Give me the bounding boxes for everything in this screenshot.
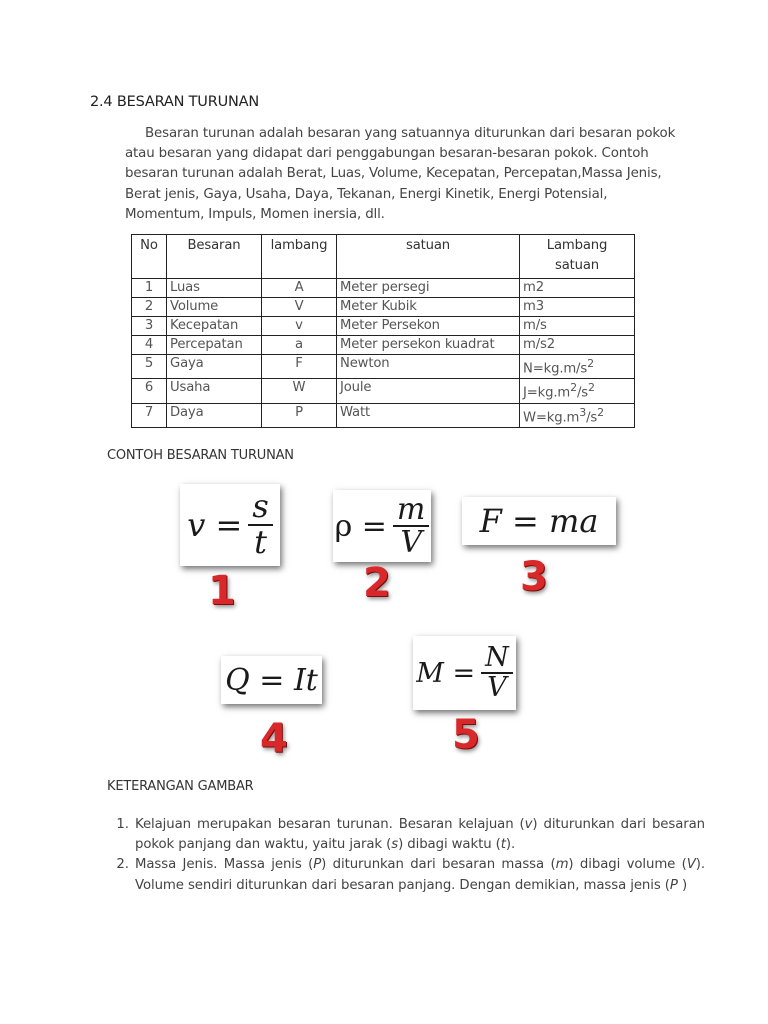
intro-text: Besaran turunan adalah besaran yang satuannya diturunkan dari besaran pokok atau besaran yang didapat dari penggabungan besaran-besaran pokok. Contoh besaran turunan adalah Berat, Luas, Volume, Kecepatan, Percepatan,Massa Jenis, Berat jenis, Gaya, Usaha, Daya, Tekanan, Energi Kinetik, Energi Potensial, Momentum, Impuls, Momen inersia, dll. — [125, 126, 676, 222]
note-text: ). — [505, 837, 516, 853]
table-row — [132, 279, 635, 298]
fraction-denominator: V — [400, 525, 422, 560]
cell-besaran: Daya — [167, 403, 262, 427]
note-text: ) dibagi volume ( — [568, 857, 687, 873]
cell-lambang: P — [262, 403, 337, 427]
cell-lambang: A — [262, 279, 337, 298]
note-text: Kelajuan merupakan besaran turunan. Besaran kelajuan ( — [135, 817, 525, 832]
notes-heading: KETERANGAN GAMBAR — [107, 779, 254, 794]
fraction-numerator: m — [396, 491, 426, 527]
unit-part: N=kg.m/s — [523, 361, 588, 377]
table-row — [132, 336, 635, 355]
formula-number-label: 5 — [452, 712, 480, 758]
cell-lambang-satuan: m/s — [520, 317, 635, 336]
cell-satuan: Meter Kubik — [337, 298, 520, 317]
unit-exponent: 2 — [587, 357, 594, 370]
unit-part: /s — [586, 410, 598, 426]
cell-satuan: Watt — [337, 403, 520, 427]
formula-velocity — [180, 484, 280, 566]
cell-lambang-satuan: m3 — [520, 298, 635, 317]
fraction-numerator: N — [485, 641, 509, 673]
cell-no: 5 — [132, 355, 167, 379]
formula-number-label: 2 — [363, 560, 391, 606]
formula-text: Q = It — [225, 662, 318, 698]
fraction-numerator: s — [252, 487, 269, 526]
formula-charge — [221, 656, 322, 704]
cell-no: 2 — [132, 298, 167, 317]
table-row — [132, 379, 635, 403]
unit-part: W=kg.m — [523, 410, 580, 426]
header-lambang-satuan — [520, 235, 635, 279]
note-text: ) dibagi waktu ( — [398, 837, 501, 853]
header-lambang: lambang — [262, 235, 337, 279]
list-item — [133, 855, 705, 895]
note-text: ) diturunkan dari besaran pokok panjang dan waktu, yaitu jarak ( — [135, 817, 705, 853]
list-item — [133, 815, 705, 855]
formula-fraction — [481, 641, 513, 703]
note-variable: P — [313, 857, 322, 873]
cell-lambang: V — [262, 298, 337, 317]
note-variable: v — [524, 817, 533, 832]
cell-no: 4 — [132, 336, 167, 355]
header-no: No — [132, 235, 167, 279]
cell-no: 1 — [132, 279, 167, 298]
formula-number-label: 1 — [208, 568, 236, 614]
cell-lambang-satuan — [520, 379, 635, 403]
formula-number-label: 3 — [520, 554, 548, 600]
cell-satuan: Meter persegi — [337, 279, 520, 298]
cell-besaran: Luas — [167, 279, 262, 298]
note-variable: s — [391, 837, 399, 853]
formula-fraction — [393, 491, 429, 560]
formula-fraction — [248, 487, 272, 561]
cell-no: 7 — [132, 403, 167, 427]
unit-exponent: 2 — [597, 405, 604, 419]
cell-lambang: W — [262, 379, 337, 403]
unit-part: J=kg.m — [523, 385, 571, 401]
unit-exponent: 2 — [570, 381, 577, 395]
cell-besaran: Usaha — [167, 379, 262, 403]
section-heading: 2.4 BESARAN TURUNAN — [90, 94, 260, 110]
formula-force — [462, 497, 616, 545]
header-lambang-satuan-line1: Lambang — [546, 238, 608, 253]
header-satuan: satuan — [337, 235, 520, 279]
examples-heading: CONTOH BESARAN TURUNAN — [107, 448, 294, 463]
formula-density — [333, 490, 431, 562]
cell-satuan: Newton — [337, 355, 520, 379]
unit-exponent: 3 — [579, 405, 587, 419]
cell-satuan: Joule — [337, 379, 520, 403]
formula-lhs: M = — [416, 657, 476, 689]
table-header-row — [132, 235, 635, 279]
cell-lambang: a — [262, 336, 337, 355]
derived-quantities-table — [131, 234, 635, 428]
cell-besaran: Volume — [167, 298, 262, 317]
note-text: ) diturunkan dari besaran massa ( — [321, 857, 556, 873]
table-row — [132, 403, 635, 427]
cell-lambang-satuan — [520, 403, 635, 427]
unit-part: /s — [576, 385, 588, 401]
intro-paragraph — [125, 124, 685, 225]
cell-no: 3 — [132, 317, 167, 336]
table-row — [132, 298, 635, 317]
fraction-denominator: t — [254, 523, 267, 561]
cell-besaran: Percepatan — [167, 336, 262, 355]
notes-list — [106, 815, 705, 896]
note-text: ) — [677, 877, 688, 893]
cell-lambang-satuan — [520, 355, 635, 379]
cell-lambang: F — [262, 355, 337, 379]
header-lambang-satuan-line2: satuan — [554, 258, 600, 273]
formula-text: F = ma — [479, 502, 599, 540]
header-besaran: Besaran — [167, 235, 262, 279]
cell-no: 6 — [132, 379, 167, 403]
formula-lhs: ρ = — [334, 508, 387, 544]
note-variable: P — [669, 877, 678, 893]
table-row — [132, 355, 635, 379]
fraction-denominator: V — [487, 672, 507, 703]
note-text: Massa Jenis. Massa jenis ( — [135, 857, 314, 873]
cell-lambang-satuan: m2 — [520, 279, 635, 298]
formula-molarity — [413, 636, 516, 710]
cell-satuan: Meter Persekon — [337, 317, 520, 336]
unit-exponent: 2 — [587, 381, 595, 395]
cell-lambang-satuan: m/s2 — [520, 336, 635, 355]
formula-lhs: v = — [187, 506, 243, 544]
note-variable: V — [686, 857, 696, 873]
cell-besaran: Kecepatan — [167, 317, 262, 336]
cell-besaran: Gaya — [167, 355, 262, 379]
note-variable: m — [555, 857, 569, 873]
cell-satuan: Meter persekon kuadrat — [337, 336, 520, 355]
cell-lambang: v — [262, 317, 337, 336]
table-row — [132, 317, 635, 336]
formula-number-label: 4 — [260, 716, 288, 762]
note-text: ). Volume sendiri diturunkan dari besaran panjang. Dengan demikian, massa jenis ( — [135, 857, 705, 893]
note-variable: t — [500, 837, 506, 853]
